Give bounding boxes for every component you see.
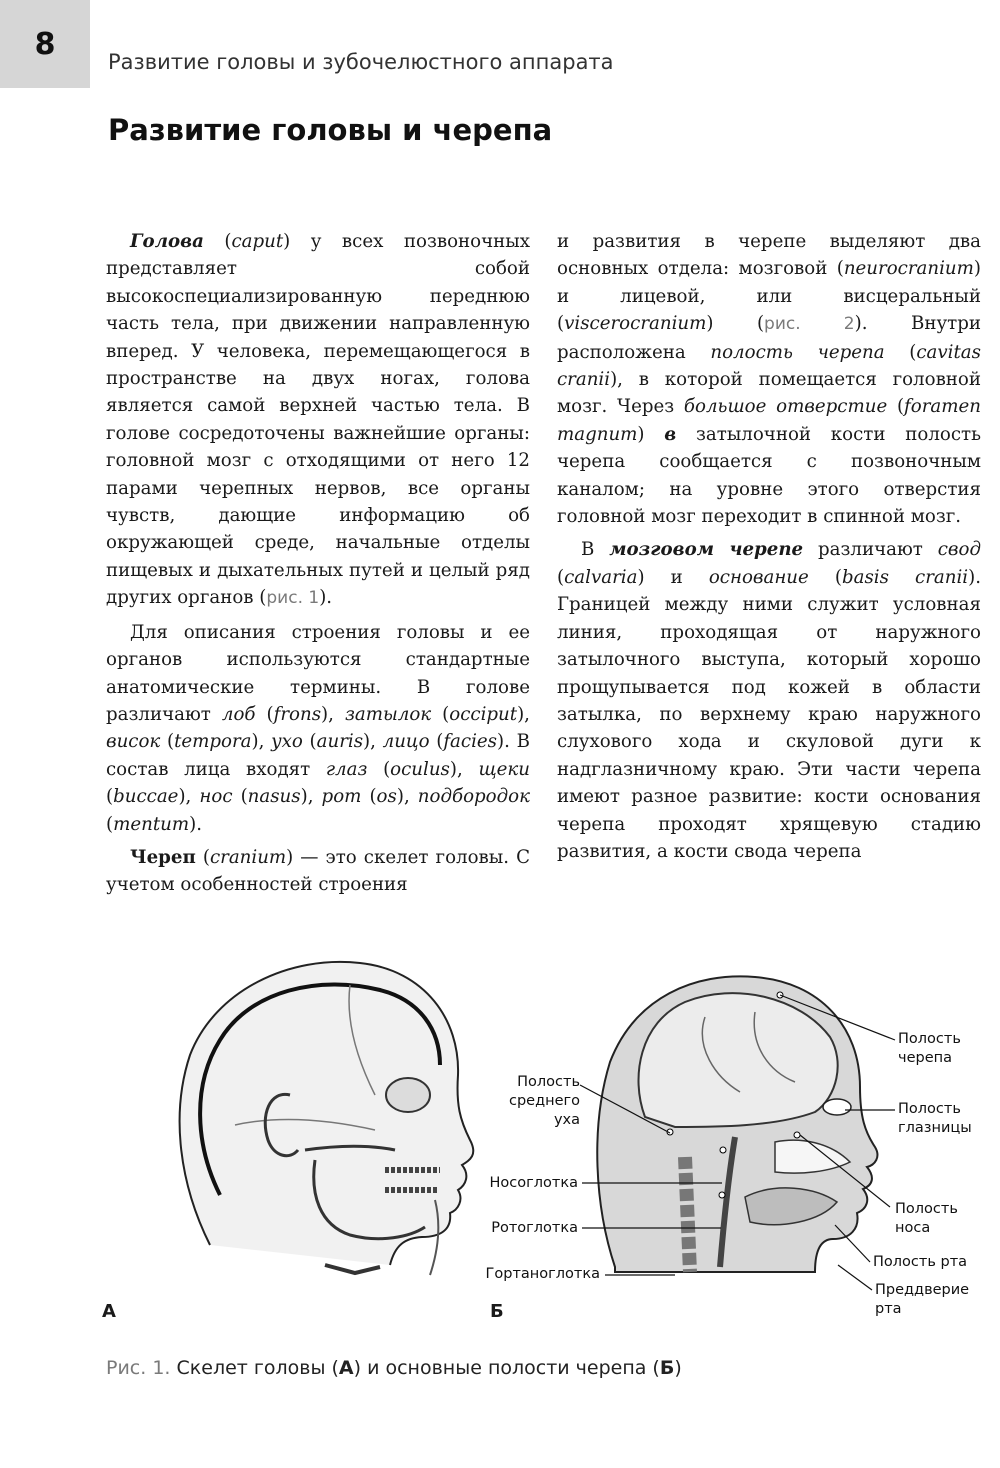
figure-reference: рис. 2 [764, 314, 855, 335]
figure-1 [100, 945, 990, 1335]
label-nasopharynx: Носоглотка [489, 1175, 578, 1191]
left-text-column [106, 228, 530, 899]
paragraph: и развития в черепе выделяют два основных отдела: мозговой (neurocranium) и лицевой, или висцеральный (viscerocranium) (рис. 2). Внутри расположена полость черепа (cavitas cranii), в которой помещается головной мозг. Через большое отверстие (foramen magnum) в затылочной кости полость черепа сообщается с позвоночным каналом; на уровне этого отверстия головной мозг переходит в спинной мозг. [557, 231, 981, 528]
page-number-box [0, 0, 90, 88]
label-middle-ear: Полость среднего уха [508, 1074, 580, 1128]
label-orbit: Полость глазницы [898, 1101, 972, 1136]
paragraph: Для описания строения головы и ее органов используются стандартные анатомические термины. В голове различают лоб (frons), затылок (occiput), висок (tempora), ухо (auris), лицо (facies). В состав лица входят глаз (oculus), щеки (buccae), нос (nasus), рот (os), подбородок (mentum). [106, 621, 530, 835]
label-oral-cavity: Полость рта [873, 1254, 968, 1270]
label-oropharynx: Ротоглотка [491, 1220, 578, 1236]
section-title: Развитие головы и черепа [108, 113, 553, 147]
label-laryngopharynx: Гортаноглотка [485, 1266, 600, 1282]
label-nasal-cavity: Полость носа [895, 1201, 958, 1236]
right-text-column [557, 228, 981, 865]
label-oral-vestibule: Преддверие рта [875, 1282, 970, 1317]
panel-b-label: Б [490, 1301, 504, 1322]
panel-a-label: А [102, 1301, 116, 1322]
label-cranial-cavity: Полость черепа [898, 1031, 961, 1066]
paragraph: Череп (cranium) — это скелет головы. С учетом особенностей строения [106, 846, 530, 896]
figure-reference: рис. 1 [266, 588, 320, 609]
paragraph: Голова (caput) у всех позвоночных представляет собой высокоспециализированную переднюю часть тела, при движении направленную вперед. У человека, перемещающегося в пространстве на двух ногах, голова является самой верхней частью тела. В голове сосредоточены важнейшие органы: головной мозг с отходящими от него 12 парами черепных нервов, все органы чувств, дающие информацию об окружающей среде, начальные отделы пищевых и дыхательных путей и целый ряд других органов (рис. 1). [106, 231, 530, 609]
page-number: 8 [34, 26, 56, 62]
figure-caption: Рис. 1. Скелет головы (А) и основные полости черепа (Б) [106, 1357, 682, 1379]
paragraph: В мозговом черепе различают свод (calvaria) и основание (basis cranii). Границей между ними служит условная линия, проходящая от наружного затылочного выступа, который хорошо прощупывается под кожей в области затылка, по верхнему краю наружного слухового хода и скуловой дуги к надглазничному краю. Эти части черепа имеют разное развитие: кости основания черепа проходят хрящевую стадию развития, а кости свода черепа [557, 539, 981, 862]
running-header: Развитие головы и зубочелюстного аппарата [108, 50, 614, 74]
